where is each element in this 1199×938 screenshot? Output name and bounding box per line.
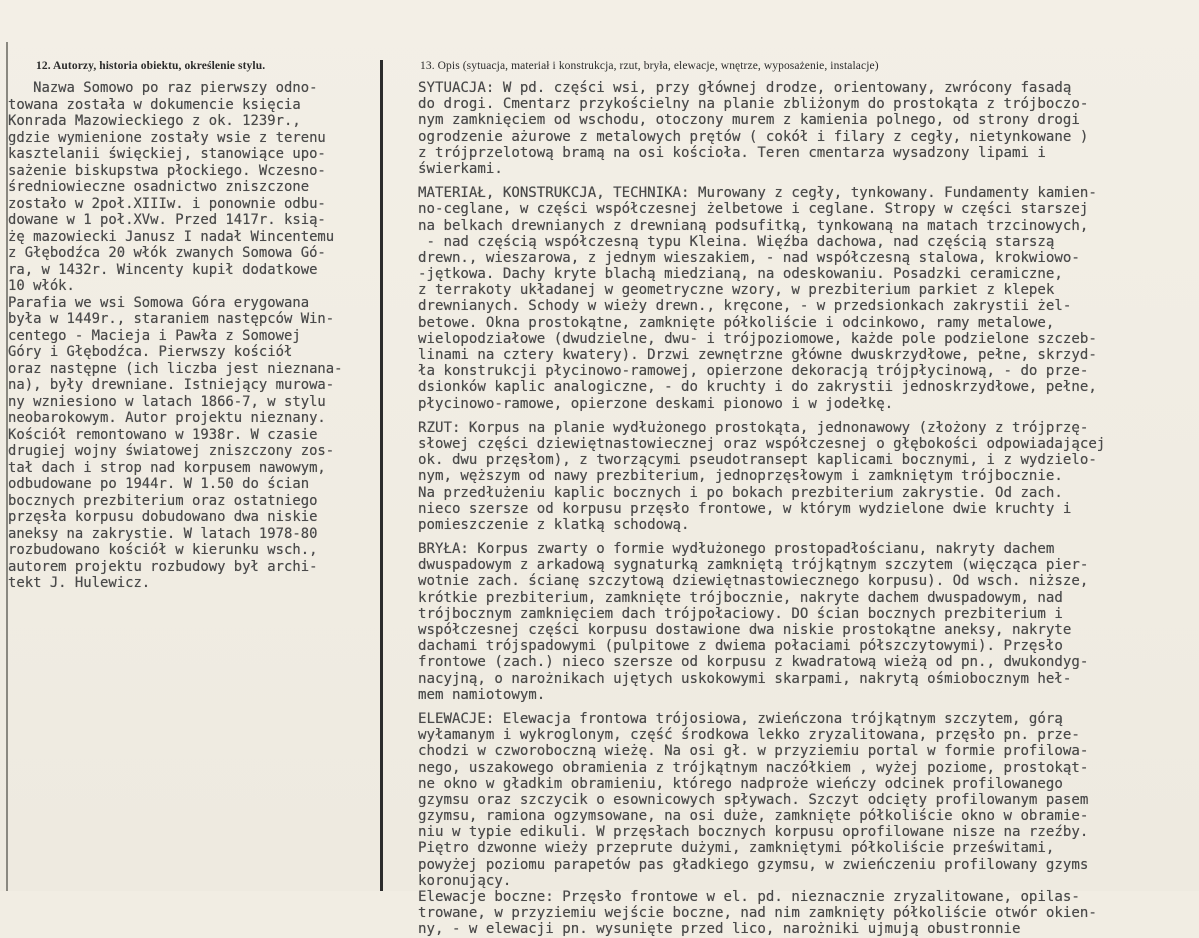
description-text-line: z trójprzelotową bramą na osi kościoła. Teren cmentarza wysadzony lipami i <box>418 144 1046 161</box>
description-text-line: BRYŁA: Korpus zwarty o formie wydłużonego prostopadłościanu, nakryty dachem <box>418 541 1055 558</box>
history-text-line: Konrada Mazowieckiego z ok. 1239r., <box>8 113 301 129</box>
description-text-line: Piętro dzwonne wieży przeprute dużymi, zamkniętymi półkoliście prześwitami, <box>418 840 1055 857</box>
description-text-line: wielopodziałowe (dwudzielne, dwu- i trójpoziomowe, każde pole podzielone szczeb- <box>418 330 1097 347</box>
description-text-line: wyłamanym i wykroglonym, część środkowa lekko zryzalitowana, przęsło pn. prze- <box>418 727 1080 744</box>
description-text-line: RZUT: Korpus na planie wydłużonego prostokąta, jednonawowy (złożony z trójprzę- <box>418 419 1089 436</box>
description-text-line: powyżej poziomu parapetów pas gładkiego gzymsu, w zwieńczeniu profilowany gzyms <box>418 856 1089 873</box>
description-text-line: drewn., wieszarowa, z jednym wieszakiem, - nad współczesną stalowa, krokwiowo- <box>418 249 1080 266</box>
description-text-line: SYTUACJA: W pd. części wsi, przy głównej drodze, orientowany, zwrócony fasadą <box>418 80 1072 96</box>
history-text-line: aneksy na zakrystie. W latach 1978-80 <box>8 525 318 542</box>
history-text-line: ra, w 1432r. Wincenty kupił dodatkowe <box>8 261 318 278</box>
section-12-heading: 12. Autorzy, historia obiektu, określenie stylu. <box>36 60 266 72</box>
description-text-line: ła konstrukcji płycinowo-ramowej, opierzone dekoracją trójpłycinową, - do prze- <box>418 363 1089 380</box>
history-text-line: dowane w 1 poł.XVw. Przed 1417r. ksią- <box>8 212 326 228</box>
history-text-line: gdzie wymienione zostały wsie z terenu <box>8 129 326 146</box>
description-text-line: trójbocznym zamknięciem dach trójpołaciowy. DO ścian bocznych prezbiterium i <box>418 605 1063 622</box>
paragraph-material <box>418 185 1199 412</box>
description-text-line: z terrakoty układanej w geometryczne wzory, w prezbiterium parkiet z klepek <box>418 282 1055 299</box>
description-text-line: ny, - w elewacji pn. wysunięte przed lico, narożniki ujmują obustronnie <box>418 921 1021 938</box>
paragraph-rzut <box>418 420 1199 533</box>
history-text-line: średniowieczne osadnictwo zniszczone <box>8 179 310 195</box>
description-text-line: na belkach drewnianych z drewnianą podsufitką, tynkowaną na matach trzcinowych, <box>418 217 1089 234</box>
history-text-line: Góry i Głębodźca. Pierwszy kościół <box>8 344 293 360</box>
description-column <box>418 80 1199 938</box>
paragraph-elewacje <box>418 711 1199 938</box>
description-text-line: nego, uszakowego obramienia z trójkątnym naczółkiem , wyżej poziome, prostokąt- <box>418 759 1089 776</box>
section-13-heading: 13. Opis (sytuacja, materiał i konstrukcja, rzut, bryła, elewacje, wnętrze, wyposażenie, instalacje) <box>420 60 879 72</box>
description-text-line: drewnianych. Schody w wieży drewn., kręcone, - w przedsionkach zakrystii żel- <box>418 298 1072 315</box>
description-text-line: płycinowo-ramowe, opierzone deskami pionowo i w jodełkę. <box>418 395 894 412</box>
history-text-line: tał dach i strop nad korpusem nawowym, <box>8 459 326 476</box>
column-divider <box>380 60 383 891</box>
description-text-line: Elewacje boczne: Przęsło frontowe w el. pd. nieznacznie zryzalitowane, opilas- <box>418 889 1080 905</box>
description-text-line: no-ceglane, w części współczesnej żelbetowe i ceglane. Stropy w części starszej <box>418 201 1089 218</box>
description-text-line: nacyjną, o narożnikach ujętych uskokowymi skarpami, nakrytą ośmiobocznym heł- <box>418 670 1072 687</box>
paragraph-gap <box>418 412 1199 420</box>
description-text-line: - nad częścią współczesną typu Kleina. Więźba dachowa, nad częścią starszą <box>418 233 1055 250</box>
description-text-line: ELEWACJE: Elewacja frontowa trójosiowa, zwieńczona trójkątnym szczytem, górą <box>418 710 1063 727</box>
description-text-line: dwuspadowym z arkadową sygnaturką zamkniętą trójkątnym szczytem (więcząca pier- <box>418 557 1089 574</box>
description-text-line: współczesnej części korpusu dostawione dwa niskie prostokątne aneksy, nakryte <box>418 622 1072 638</box>
description-text-line: dachami trójspadowymi (pulpitowe z dwiema połaciami półszczytowymi). Przęsło <box>418 638 1063 655</box>
description-text-line: ogrodzenie ażurowe z metalowych prętów ( cokół i filary z cegły, nietynkowane ) <box>418 128 1089 145</box>
paragraph-sytuacja <box>418 80 1199 177</box>
history-text-line: centego - Macieja i Pawła z Somowej <box>8 327 301 344</box>
history-text-line: tekt J. Hulewicz. <box>8 575 151 591</box>
paragraph-gap <box>418 703 1199 711</box>
history-text-line: sażenie biskupstwa płockiego. Wczesno- <box>8 162 326 179</box>
description-text-line: betowe. Okna prostokątne, zamknięte półkoliście i odcinkowo, ramy metalowe, <box>418 314 1055 331</box>
description-text-line: frontowe (zach.) nieco szersze od korpusu z kwadratową wieżą od pn., dwukondyg- <box>418 654 1089 671</box>
history-text-line: Parafia we wsi Somowa Góra erygowana <box>8 294 310 311</box>
history-text-line: przęsła korpusu dobudowano dwa niskie <box>8 509 318 525</box>
description-text-line: mem namiotowym. <box>418 686 546 703</box>
description-text-line: nym, węższym od nawy prezbiterium, jednoprzęsłowym i zamkniętym trójbocznie. <box>418 468 1063 485</box>
paragraph-gap <box>418 177 1199 185</box>
history-text-line: z Głębodźca 20 włók zwanych Somowa Gó- <box>8 245 326 261</box>
history-text-line: na), były drewniane. Istniejący murowa- <box>8 377 335 393</box>
history-text-line: rozbudowano kościół w kierunku wsch., <box>8 542 318 558</box>
description-text-line: koronujący. <box>418 872 512 889</box>
history-text-line: odbudowane po 1944r. W 1.50 do ścian <box>8 476 310 492</box>
history-text-line: towana została w dokumencie księcia <box>8 96 301 113</box>
history-text-line: kasztelanii święckiej, stanowiące upo- <box>8 146 326 162</box>
history-text-line: bocznych prezbiterium oraz ostatniego <box>8 492 318 509</box>
description-text-line: ok. dwu przęsłom), z tworzącymi pseudotransept kaplicami bocznymi, i z wydzielo- <box>418 452 1097 469</box>
history-text-line: Kościół remontowano w 1938r. W czasie <box>8 426 318 443</box>
description-text-line: trowane, w przyziemiu wejście boczne, nad nim zamknięty półkoliście otwór okien- <box>418 905 1097 922</box>
history-text-line: 10 włók. <box>8 278 75 294</box>
description-text-line: pomieszczenie z klatką schodową. <box>418 516 690 533</box>
description-text-line: chodzi w czworoboczną wieżę. Na osi gł. w przyziemiu portal w formie profilowa- <box>418 743 1089 760</box>
history-text-line: neobarokowym. Autor projektu nieznany. <box>8 410 326 426</box>
history-text-line: żę mazowiecki Janusz I nadał Wincentemu <box>8 228 335 245</box>
history-text-line: była w 1449r., staraniem następców Win- <box>8 311 335 327</box>
description-text-line: niu w typie edikuli. W przęsłach bocznych korpusu oprofilowane nisze na rzeźby. <box>418 824 1089 841</box>
description-text-line: wotnie zach. ścianę szczytową dziewiętnastowiecznego korpusu). Od wsch. niższe, <box>418 573 1089 590</box>
history-text-line: zostało w 2poł.XIIIw. i ponownie odbu- <box>8 195 326 212</box>
description-text-line: słowej części dziewiętnastowiecznej oraz współczesnej o głębokości odpowiadającej <box>418 435 1106 452</box>
description-text-line: świerkami. <box>418 160 503 177</box>
description-text-line: krótkie prezbiterium, zamknięte trójbocznie, nakryte dachem dwuspadowym, nad <box>418 589 1063 606</box>
description-text-line: nieco szersze od korpusu przęsło frontowe, w którym wydzielone dwie kruchty i <box>418 500 1072 517</box>
history-text-line: Nazwa Somowo po raz pierwszy odno- <box>8 80 318 96</box>
history-text-line: autorem projektu rozbudowy był archi- <box>8 558 318 575</box>
description-text-line: -jętkowa. Dachy kryte blachą miedzianą, na odeskowaniu. Posadzki ceramiczne, <box>418 266 1063 283</box>
description-text-line: gzymsu oraz szczycik o esownicowych spływach. Szczyt odcięty profilowanym pasem <box>418 791 1089 808</box>
history-text-line: ny wzniesiono w latach 1866-7, w stylu <box>8 393 326 410</box>
description-text-line: dsionków kaplic analogiczne, - do kruchty i do zakrystii jednoskrzydłowe, pełne, <box>418 379 1097 396</box>
history-text-line: drugiej wojny światowej zniszczony zos- <box>8 443 335 459</box>
description-text-line: ne okno w gładkim obramieniu, którego nadproże wieńczy odcinek profilowanego <box>418 775 1063 792</box>
history-column <box>8 80 380 592</box>
description-text-line: nym zamknięciem od wschodu, otoczony murem z kamienia polnego, od strony drogi <box>418 112 1080 129</box>
description-text-line: gzymsu, ramiona ogzymsowane, na osi duże, zamknięte półkoliście okno w obramie- <box>418 808 1089 825</box>
history-text-line: oraz następne (ich liczba jest nieznana- <box>8 360 343 377</box>
description-text-line: Na przedłużeniu kaplic bocznych i po bokach prezbiterium zakrystie. Od zach. <box>418 484 1063 501</box>
description-text-line: linami na cztery kwatery). Drzwi zewnętrzne główne dwuskrzydłowe, pełne, skrzyd- <box>418 347 1097 363</box>
paragraph-gap <box>418 533 1199 541</box>
description-text-line: MATERIAŁ, KONSTRUKCJA, TECHNIKA: Murowany z cegły, tynkowany. Fundamenty kamien- <box>418 185 1097 202</box>
paragraph-bryla <box>418 541 1199 703</box>
description-text-line: do drogi. Cmentarz przykościelny na planie zbliżonym do prostokąta z trójboczo- <box>418 96 1089 113</box>
